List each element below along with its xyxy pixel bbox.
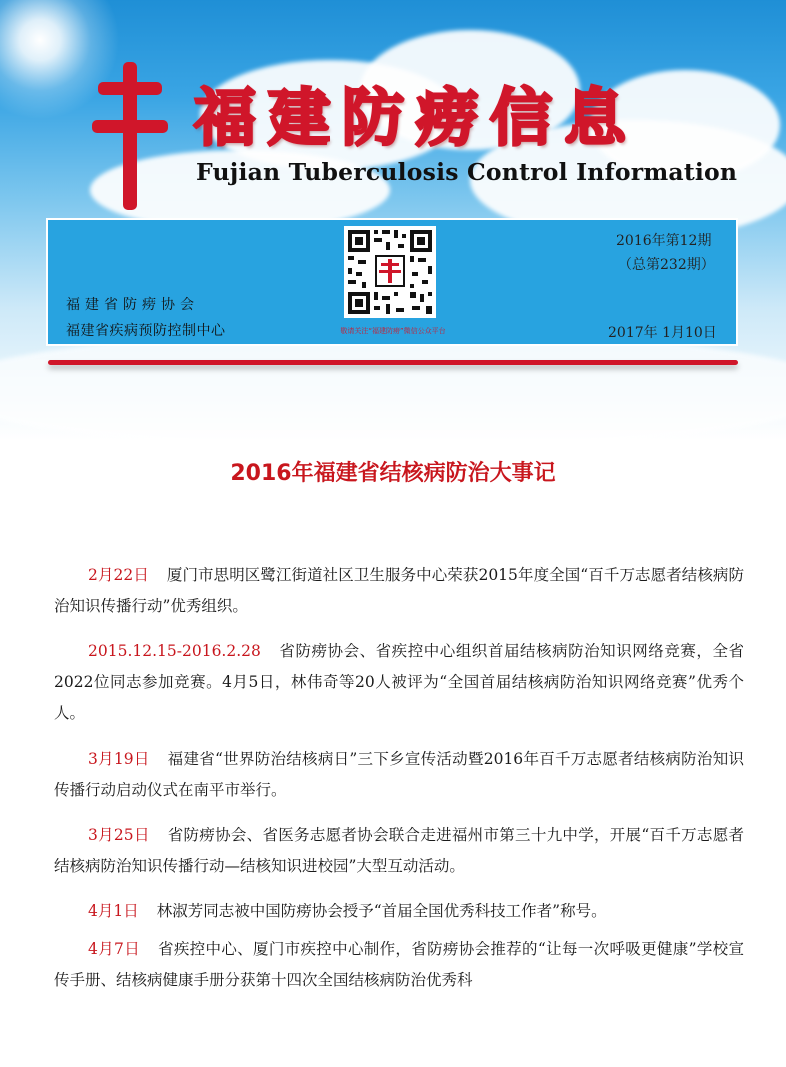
header-banner [0,0,786,440]
qr-caption: 敬请关注“福建防痨”微信公众平台 [340,327,446,335]
issue-total: （总第232期） [618,257,715,273]
masthead-title-cn: 福建防痨信息 [194,81,639,154]
event-item [54,820,744,882]
publisher-org-1: 福建省防痨协会 [66,297,199,313]
issue-date: 2017年 1月10日 [608,325,717,341]
article-title: 2016年福建省结核病防治大事记 [230,461,556,486]
event-date: 4月7日 [88,940,141,958]
event-item [54,560,744,622]
header-divider [48,360,738,365]
qr-code[interactable] [344,226,436,318]
masthead-title-en: Fujian Tuberculosis Control Information [196,158,738,186]
publisher-org-2: 福建省疾病预防控制中心 [66,323,226,339]
event-date: 3月25日 [88,826,150,844]
event-item [54,896,744,927]
cloud [0,330,786,440]
event-text: 省疾控中心、厦门市疾控中心制作，省防痨协会推荐的“让每一次呼吸更健康”学校宣传手册、结核病健康手册分获第十四次全国结核病防治优秀科 [54,940,744,989]
event-text: 福建省“世界防治结核病日”三下乡宣传活动暨2016年百千万志愿者结核病防治知识传播行动启动仪式在南平市举行。 [54,750,744,799]
event-text: 厦门市思明区鹭江街道社区卫生服务中心荣获2015年度全国“百千万志愿者结核病防治知识传播行动”优秀组织。 [54,566,744,615]
issue-info-box [46,218,738,346]
event-text: 省防痨协会、省医务志愿者协会联合走进福州市第三十九中学，开展“百千万志愿者结核病防治知识传播行动—结核知识进校园”大型互动活动。 [54,826,744,875]
qr-code-icon [344,226,436,318]
event-date: 2月22日 [88,566,149,584]
issue-number: 2016年第12期 [616,233,712,249]
event-date: 3月19日 [88,750,150,768]
event-date: 4月1日 [88,902,139,920]
event-item [54,744,744,806]
event-item [54,934,744,996]
event-date: 2015.12.15-2016.2.28 [88,642,261,660]
double-cross-icon [92,62,168,210]
event-text: 省防痨协会、省疾控中心组织首届结核病防治知识网络竞赛，全省2022位同志参加竞赛。4月5日，林伟奇等20人被评为“全国首届结核病防治知识网络竞赛”优秀个人。 [54,642,744,722]
event-item [54,636,744,729]
event-text: 林淑芳同志被中国防痨协会授予“首届全国优秀科技工作者”称号。 [156,902,607,920]
